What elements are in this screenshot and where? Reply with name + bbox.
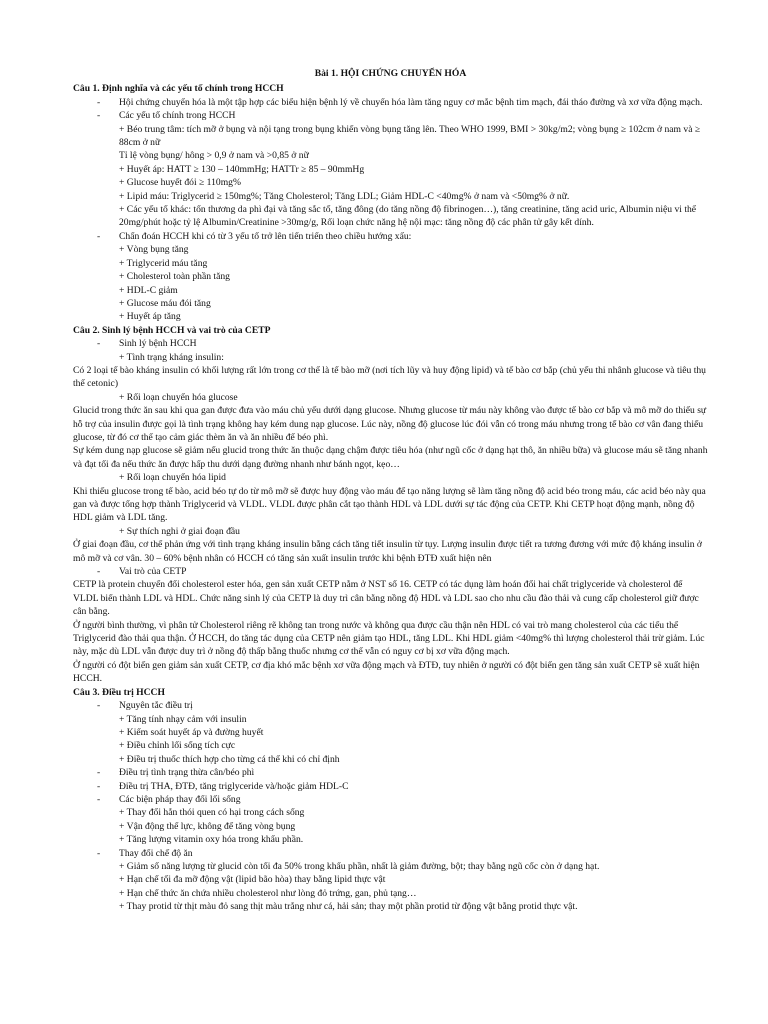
bullet-dash: - [97,566,101,578]
lifestyle-label: Các biện pháp thay đổi lối sống [119,793,241,805]
bullet-dash: - [97,847,101,859]
bullet-dash: - [97,96,101,108]
bullet-dash: - [97,110,101,122]
cetp-role-item [73,565,708,578]
document-title: Bài 1. HỘI CHỨNG CHUYỂN HÓA [314,68,467,79]
diagnosis-criterion: + Triglycerid máu tăng [119,257,208,269]
factor-other: + Các yếu tố khác: tổn thương da phì đại và tăng sắc tố, tăng đông (do tăng nồng độ fibrinogen…), tăng creatinine, tăng acid uric, Albumin niệu vi thể 20mg/phút hoặc tỷ lệ Albumin/Creatinine >30mg/g, Rối loạn chức năng hệ nội mạc: tăng nồng độ các phân tử gây kết dính. [119,204,697,229]
treatment-principle-label: Nguyên tắc điều trị [119,700,193,712]
diagnosis-item [73,230,708,243]
paragraph: Có 2 loại tế bào kháng insulin có khối lượng rất lớn trong cơ thể là tế bào mỡ (nơi tích lũy và huy động lipid) và tế bào cơ bắp (chủ yếu thi nhânh glucose và tiêu thụ thể cetonic) [73,364,706,390]
bullet-dash: - [97,338,101,350]
lifestyle-line: + Tăng lượng vitamin oxy hóa trong khẩu phần. [119,834,304,846]
factor-blood-lipids: + Lipid máu: Triglycerid ≥ 150mg%; Tăng Cholesterol; Tăng LDL; Giảm HDL-C <40mg% ở nam và <50mg% ở nữ. [119,190,570,202]
diet-item [73,847,708,860]
diet-line: + Hạn chế thức ăn chứa nhiều cholesterol như lòng đỏ trứng, gan, phủ tạng… [119,887,417,899]
sub-heading-lipid-metabolism: + Rối loạn chuyển hóa lipid [119,472,226,484]
diagnosis-criterion: + Vòng bụng tăng [119,244,189,256]
factors-item [73,109,708,122]
treatment-text: Điều trị THA, ĐTĐ, tăng triglyceride và/hoặc giảm HDL-C [119,780,349,792]
factors-label: Các yếu tố chính trong HCCH [119,110,236,122]
diagnosis-text: Chẩn đoán HCCH khi có từ 3 yếu tố trở lên tiến triển theo chiều hướng xấu: [119,230,412,242]
treatment-item [73,766,708,779]
diagnosis-criterion: + HDL-C giảm [119,284,178,296]
diagnosis-criterion: + Huyết áp tăng [119,311,181,323]
definition-text: Hội chứng chuyển hóa là một tập hợp các biểu hiện bệnh lý về chuyển hóa làm tăng nguy cơ mắc bệnh tim mạch, đái tháo đường và xơ vữa động mạch. [119,96,703,108]
question-2-heading: Câu 2. Sinh lý bệnh HCCH và vai trò của CETP [73,324,271,336]
cetp-role-label: Vai trò của CETP [119,566,187,578]
paragraph: Sự kém dung nạp glucose sẽ giảm nếu glucid trong thức ăn thuộc dạng chậm được tiêu hóa (như ngũ cốc ở dạng hạt thô, ăn nhiều bữa) và glucose máu sẽ tăng nhanh và đạt tối đa nếu thức ăn được hấp thu dưới dạng đường nhanh như bánh ngọt, kẹo… [73,445,708,470]
treatment-item [73,780,708,793]
paragraph: CETP là protein chuyển đổi cholesterol ester hóa, gen sản xuất CETP nằm ở NST số 16. CETP có tác dụng làm hoán đổi hai chất triglyceride và cholesterol để VLDL biến thành LDL và HDL. Chức năng sinh lý của CETP là duy trì cân bằng nồng độ HDL và LDL sao cho nhu cầu đào thải và cung cấp cholesterol giữ được cân bằng. [73,579,699,618]
pathophysiology-label: Sinh lý bệnh HCCH [119,338,197,350]
principle-line: + Điều trị thuốc thích hợp cho từng cá thể khi có chỉ định [119,753,340,765]
diet-line: + Giảm số năng lượng từ glucid còn tối đa 50% trong khẩu phần, nhất là giảm đường, bột; thay bằng ngũ cốc còn ở dạng hạt. [119,860,600,872]
bullet-dash: - [97,700,101,712]
paragraph: Khi thiếu glucose trong tế bào, acid béo tự do từ mô mỡ sẽ được huy động vào máu để tạo năng lượng sẽ làm tăng nồng độ acid béo trong máu, các acid béo này qua gan và được tổng hợp thành Triglycerid và VLDL. VLDL được phân cắt tạo thành HDL và LDL dưới sự tác động của CETP. Khi CETP hoạt động mạnh, nồng độ HDL giảm và LDL tăng. [73,485,706,524]
lifestyle-line: + Vận động thể lực, không để tăng vòng bụng [119,820,296,832]
diet-line: + Hạn chế tối đa mỡ động vật (lipid bão hòa) thay bằng lipid thực vật [119,874,386,886]
principle-line: + Kiểm soát huyết áp và đường huyết [119,726,264,738]
diet-label: Thay đổi chế độ ăn [119,847,193,859]
factor-fasting-glucose: + Glucose huyết đói ≥ 110mg% [119,177,241,189]
definition-item [73,96,708,109]
factor-central-obesity: + Béo trung tâm: tích mỡ ở bụng và nội tạng trong bụng khiến vòng bụng tăng lên. Theo WHO 1999, BMI > 30kg/m2; vòng bụng ≥ 102cm ở nam và ≥ 88cm ở nữ [119,123,701,149]
diagnosis-criterion: + Cholesterol toàn phần tăng [119,271,230,283]
lifestyle-line: + Thay đổi hẳn thói quen có hại trong cách sống [119,807,305,819]
bullet-dash: - [97,793,101,805]
question-1-heading: Câu 1. Định nghĩa và các yếu tố chính trong HCCH [73,83,284,95]
question-3-heading: Câu 3. Điều trị HCCH [73,686,165,698]
bullet-dash: - [97,780,101,792]
bullet-dash: - [97,767,101,779]
paragraph: Ở giai đoạn đầu, cơ thể phản ứng với tình trạng kháng insulin bằng cách tăng tiết insulin từ tụy. Lượng insulin được tiết ra tương đương với mức độ kháng insulin ở mô mỡ và cơ vân. 30 – 60% bệnh nhân có HCCH có tăng sản xuất insulin trước khi bệnh ĐTĐ xuất hiện nên [73,539,702,564]
bullet-dash: - [97,230,101,242]
sub-heading-glucose-metabolism: + Rối loạn chuyển hóa glucose [119,391,238,403]
principle-line: + Tăng tính nhạy cảm với insulin [119,713,247,725]
sub-heading-early-adaptation: + Sự thích nghi ở giai đoạn đầu [119,525,240,537]
factor-blood-pressure: + Huyết áp: HATT ≥ 130 – 140mmHg; HATTr ≥ 85 – 90mmHg [119,163,365,175]
paragraph: Ở người bình thường, vì phân tử Cholesterol riêng rẽ không tan trong nước và không qua được cầu thận nên HDL có vai trò mang cholesterol của các tiểu thể Triglycerid đào thải qua thận. Ở HCCH, do tăng tác dụng của CETP nên giảm tạo HDL, tăng LDL. Khi HDL giảm <40mg% thì lượng cholesterol thải trừ giảm. Lúc này, mặc dù LDL vẫn được duy trì ở nồng độ thấp bằng thuốc nhưng cơ thể vẫn có nguy cơ bị xơ vữa động mạch. [73,619,705,658]
pathophysiology-item [73,337,708,350]
principle-line: + Điều chỉnh lối sống tích cực [119,740,236,752]
paragraph: Glucid trong thức ăn sau khi qua gan được đưa vào máu chủ yếu dưới dạng glucose. Nhưng glucose từ máu này không vào được tế bào cơ bắp và mô mỡ do thiếu sự hỗ trợ của insulin được gọi là tình trạng không hay kém dung nạp glucose. Lúc này, nồng độ glucose lúc đói vẫn có trong máu nhưng trong tế bào cơ vân đang thiếu glucose, từ đó cơ thể tạo cảm giác thèm ăn và ăn nhiều để béo phì. [73,405,707,443]
sub-heading-insulin-resistance: + Tình trạng kháng insulin: [119,351,224,363]
diagnosis-criterion: + Glucose máu đói tăng [119,297,211,309]
factor-waist-hip-ratio: Tỉ lệ vòng bụng/ hông > 0,9 ở nam và >0,85 ở nữ [119,150,309,162]
treatment-text: Điều trị tình trạng thừa cân/béo phì [119,767,255,779]
diet-line: + Thay protid từ thịt màu đỏ sang thịt màu trắng như cá, hải sản; thay một phần protid từ động vật bằng protid thực vật. [119,901,578,913]
paragraph: Ở người có đột biến gen giảm sản xuất CETP, cơ địa khó mắc bệnh xơ vữa động mạch và ĐTĐ, tuy nhiên ở người có đột biến gen tăng sản xuất CETP sẽ xuất hiện HCCH. [73,659,700,685]
treatment-principle-item [73,699,708,712]
lifestyle-item [73,793,708,806]
